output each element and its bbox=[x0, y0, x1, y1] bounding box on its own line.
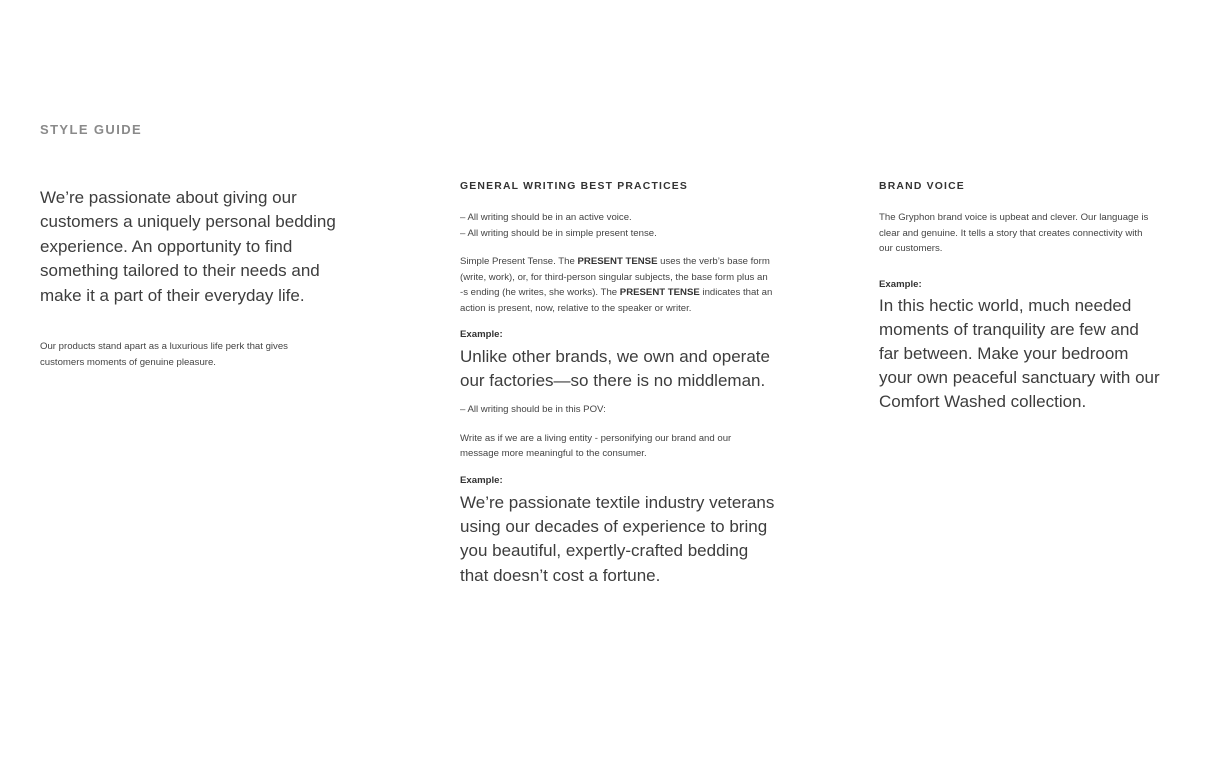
tense-text: Simple Present Tense. The bbox=[460, 256, 578, 267]
example-text bbox=[460, 491, 812, 588]
tense-text: -s ending (he writes, she works). The bbox=[460, 287, 620, 298]
rule-item: – All writing should be in simple present tense. bbox=[460, 227, 657, 239]
intro-lead-line: We’re passionate about giving our bbox=[40, 188, 297, 207]
tense-text: indicates that an bbox=[699, 287, 773, 298]
voice-body-line: The Gryphon brand voice is upbeat and clever. Our language is bbox=[879, 212, 1149, 223]
pov-line: message more meaningful to the consumer. bbox=[460, 448, 647, 460]
intro-body bbox=[40, 339, 380, 370]
practices-column bbox=[460, 181, 812, 588]
example-text bbox=[879, 294, 1189, 415]
tense-text: (write, work), or, for third-person singular subjects, the base form plus an bbox=[460, 271, 768, 283]
present-tense-emphasis: PRESENT TENSE bbox=[577, 256, 658, 267]
example-line: Comfort Washed collection. bbox=[879, 392, 1087, 412]
intro-lead-line: experience. An opportunity to find bbox=[40, 236, 293, 256]
example-line: moments of tranquility are few and bbox=[879, 319, 1139, 339]
example-label: Example: bbox=[460, 474, 503, 486]
example-line: you beautiful, expertly-crafted bedding bbox=[460, 541, 749, 561]
example-line: We’re passionate textile industry veterans bbox=[460, 492, 775, 512]
example-label: Example: bbox=[879, 278, 922, 290]
voice-body-line: clear and genuine. It tells a story that creates connectivity with bbox=[879, 227, 1143, 239]
intro-lead-line: make it a part of their everyday life. bbox=[40, 285, 305, 305]
brand-voice-heading: BRAND VOICE bbox=[879, 181, 965, 192]
brand-voice-body bbox=[879, 210, 1189, 257]
pov-line: Write as if we are a living entity - personifying our brand and our bbox=[460, 432, 732, 444]
example-label: Example: bbox=[460, 329, 503, 340]
intro-column bbox=[40, 186, 380, 370]
practices-rules bbox=[460, 210, 812, 241]
brand-voice-column bbox=[879, 181, 1189, 415]
tense-text: action is present, now, relative to the speaker or writer. bbox=[460, 302, 692, 314]
voice-body-line: our customers. bbox=[879, 243, 943, 254]
practices-heading: GENERAL WRITING BEST PRACTICES bbox=[460, 181, 689, 192]
intro-lead-line: customers a uniquely personal bedding bbox=[40, 212, 336, 232]
example-line: our factories—so there is no middleman. bbox=[460, 371, 766, 391]
page-label: STYLE GUIDE bbox=[40, 122, 143, 137]
intro-lead-line: something tailored to their needs and bbox=[40, 261, 320, 281]
pov-description bbox=[460, 431, 812, 462]
example-line: your own peaceful sanctuary with our bbox=[879, 368, 1160, 388]
present-tense-emphasis: PRESENT TENSE bbox=[619, 287, 700, 298]
example-text bbox=[460, 345, 812, 393]
intro-lead bbox=[40, 186, 380, 308]
pov-rule: – All writing should be in this POV: bbox=[460, 404, 606, 416]
example-line: using our decades of experience to bring bbox=[460, 517, 768, 537]
example-line: In this hectic world, much needed bbox=[879, 295, 1132, 315]
present-tense-paragraph bbox=[460, 254, 812, 316]
intro-body-line: customers moments of genuine pleasure. bbox=[40, 356, 216, 368]
example-line: that doesn’t cost a fortune. bbox=[460, 565, 661, 585]
rule-item: – All writing should be in an active voice. bbox=[460, 212, 632, 223]
tense-text: uses the verb’s base form bbox=[657, 256, 770, 267]
example-line: Unlike other brands, we own and operate bbox=[460, 347, 770, 366]
intro-body-line: Our products stand apart as a luxurious life perk that gives bbox=[40, 341, 288, 353]
example-line: far between. Make your bedroom bbox=[879, 343, 1129, 363]
